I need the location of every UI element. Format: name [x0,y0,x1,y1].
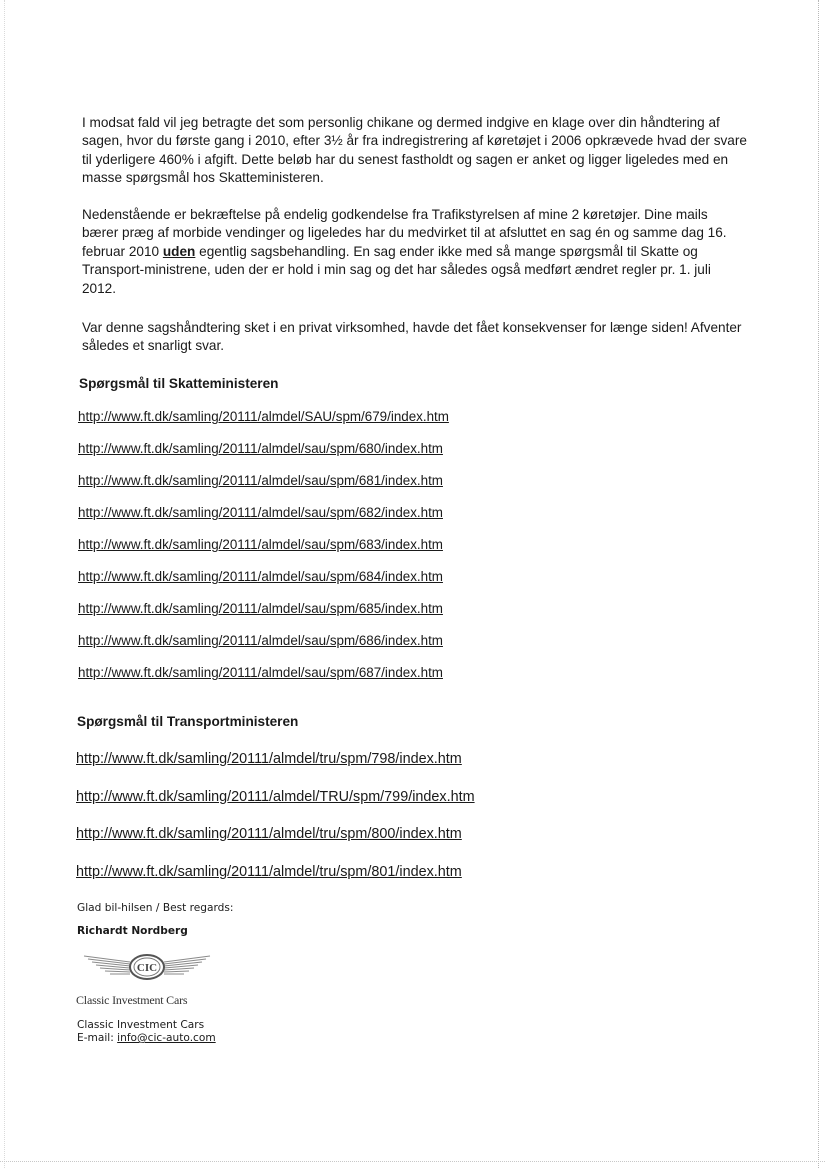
emphasis-uden: uden [162,243,196,259]
question-link-687[interactable]: http://www.ft.dk/samling/20111/almdel/sau/spm/687/index.htm [78,665,443,680]
signature-greeting: Glad bil-hilsen / Best regards: [77,902,234,914]
paragraph-confirmation-end: egentlig sagsbehandling. En sag ender ikke med så mange spørgsmål til Skatte og Transport-ministrene, uden der er hold i min sag og det har således også medført ændret regler pr. 1. juli 2012. [82,243,711,296]
heading-transportministeren: Spørgsmål til Transportministeren [77,714,299,729]
logo-monogram: CIC [136,962,158,974]
list-item [76,864,462,880]
question-link-682[interactable]: http://www.ft.dk/samling/20111/almdel/sau/spm/682/index.htm [78,505,443,520]
question-link-685[interactable]: http://www.ft.dk/samling/20111/almdel/sau/spm/685/index.htm [78,601,443,616]
list-item [78,441,443,456]
list-item [78,537,443,552]
list-item [76,751,462,767]
question-link-679[interactable]: http://www.ft.dk/samling/20111/almdel/SAU/spm/679/index.htm [78,409,449,424]
list-item [78,409,449,424]
question-link-799[interactable]: http://www.ft.dk/samling/20111/almdel/TRU/spm/799/index.htm [76,789,475,805]
list-item [78,505,443,520]
question-link-683[interactable]: http://www.ft.dk/samling/20111/almdel/sau/spm/683/index.htm [78,537,443,552]
list-item [78,569,443,584]
question-link-686[interactable]: http://www.ft.dk/samling/20111/almdel/sau/spm/686/index.htm [78,633,443,648]
question-link-798[interactable]: http://www.ft.dk/samling/20111/almdel/tru/spm/798/index.htm [76,751,462,767]
email-link[interactable]: info@cic-auto.com [117,1032,216,1044]
signature-company: Classic Investment Cars [77,1019,205,1031]
heading-skatteministeren: Spørgsmål til Skatteministeren [79,376,279,391]
list-item [78,665,443,680]
question-link-680[interactable]: http://www.ft.dk/samling/20111/almdel/sau/spm/680/index.htm [78,441,443,456]
list-item [78,633,443,648]
question-link-681[interactable]: http://www.ft.dk/samling/20111/almdel/sau/spm/681/index.htm [78,473,443,488]
page-edge-bottom [0,1161,825,1162]
page-edge-right [818,0,819,1168]
list-item [76,789,475,805]
list-item [76,826,462,842]
signature-email-line [77,1032,216,1044]
question-link-801[interactable]: http://www.ft.dk/samling/20111/almdel/tru/spm/801/index.htm [76,864,462,880]
signature-name: Richardt Nordberg [77,925,188,937]
list-item [78,601,443,616]
email-label: E-mail: [77,1032,118,1044]
list-item [78,473,443,488]
paragraph-complaint: I modsat fald vil jeg betragte det som personlig chikane og dermed indgive en klage over din håndtering af sagen, hvor du første gang i 2010, efter 3½ år fra indregistrering af køretøjet i 2006 opkrævede hvad der svare til yderligere 460% i afgift. Dette beløb har du senest fastholdt og sagen er anket og ligger ligeledes med en masse spørgsmål hos Skatteministeren. [82,115,747,186]
question-link-684[interactable]: http://www.ft.dk/samling/20111/almdel/sau/spm/684/index.htm [78,569,443,584]
logo-wordmark: Classic Investment Cars [76,993,188,1007]
paragraph-confirmation-start: Nedenstående er bekræftelse på endelig godkendelse fra Trafikstyrelsen af mine 2 køretøjer. Dine mails bærer præg af morbide vendinger og ligeledes har du medvirket til at afsluttet en sag én og samme dag 16. februar 2010 [82,207,727,259]
page-edge-left [4,0,5,1168]
paragraph-closing: Var denne sagshåndtering sket i en privat virksomhed, havde det fået konsekvenser for længe siden! Afventer således et snarligt svar. [82,320,742,354]
paragraph-confirmation [82,206,747,298]
question-link-800[interactable]: http://www.ft.dk/samling/20111/almdel/tru/spm/800/index.htm [76,826,462,842]
